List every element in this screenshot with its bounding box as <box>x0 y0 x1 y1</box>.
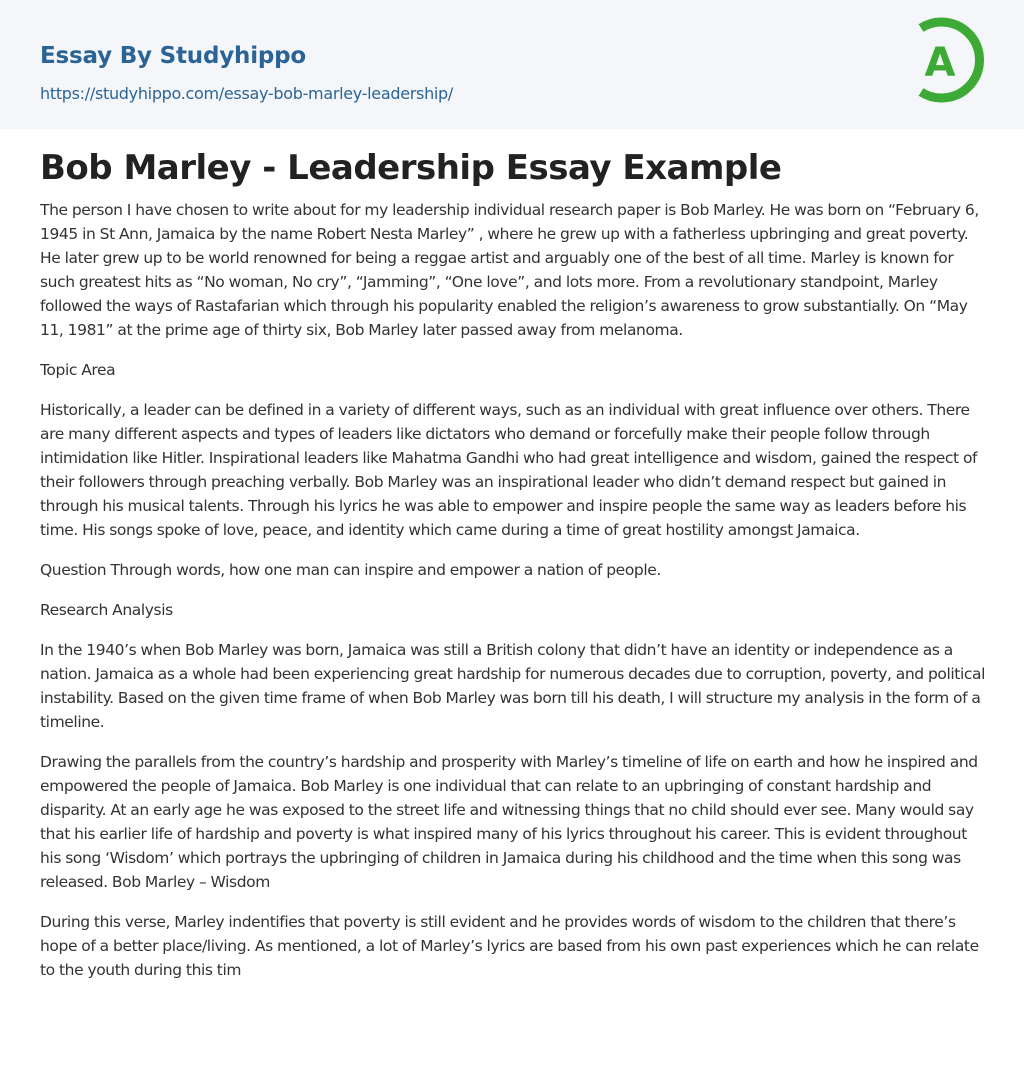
section-heading-research-analysis: Research Analysis <box>40 601 173 619</box>
circle-a-logo-icon[interactable] <box>909 16 989 108</box>
essay-paragraph-question: Question Through words, how one man can inspire and empower a nation of people. <box>40 561 661 579</box>
essay-content <box>40 145 986 998</box>
essay-paragraph-leadership: Historically, a leader can be defined in a variety of different ways, such as an individual with great influence over others. There are many different aspects and types of leaders like dictators who demand or forcefully make their people follow through intimidation like Hitler. Inspirational leaders like Mahatma Gandhi who had great intelligence and wisdom, gained the respect of their followers through preaching verbally. Bob Marley was an inspirational leader who didn’t demand respect but gained in through his musical talents. Through his lyrics he was able to empower and inspire people the same way as leaders before his time. His songs spoke of love, peace, and identity which came during a time of great hostility amongst Jamaica. <box>40 401 978 539</box>
section-heading-topic-area: Topic Area <box>40 361 116 379</box>
site-header <box>0 0 1024 129</box>
essay-url-link[interactable]: https://studyhippo.com/essay-bob-marley-leadership/ <box>40 84 453 103</box>
essay-paragraph-verse: During this verse, Marley indentifies that poverty is still evident and he provides words of wisdom to the children that there’s hope of a better place/living. As mentioned, a lot of Marley’s lyrics are based from his own past experiences which he can relate to the youth during this tim <box>40 913 979 979</box>
essay-paragraph-parallels: Drawing the parallels from the country’s hardship and prosperity with Marley’s timeline of life on earth and how he inspired and empowered the people of Jamaica. Bob Marley is one individual that can relate to an upbringing of constant hardship and disparity. At an early age he was exposed to the street life and witnessing things that no child should ever see. Many would say that his earlier life of hardship and poverty is what inspired many of his lyrics throughout his career. This is evident throughout his song ‘Wisdom’ which portrays the upbringing of children in Jamaica during his childhood and the time when this song was released. Bob Marley – Wisdom <box>40 753 978 891</box>
essay-paragraph-history: In the 1940’s when Bob Marley was born, Jamaica was still a British colony that didn’t have an identity or independence as a nation. Jamaica as a whole had been experiencing great hardship for numerous decades due to corruption, poverty, and political instability. Based on the given time frame of when Bob Marley was born till his death, I will structure my analysis in the form of a timeline. <box>40 641 986 731</box>
essay-title: Bob Marley - Leadership Essay Example <box>40 148 782 188</box>
logo-letter: A <box>924 40 956 86</box>
brand-title[interactable]: Essay By Studyhippo <box>40 43 307 69</box>
essay-paragraph-intro: The person I have chosen to write about for my leadership individual research paper is Bob Marley. He was born on “February 6, 1945 in St Ann, Jamaica by the name Robert Nesta Marley” , where he grew up with a fatherless upbringing and great poverty. He later grew up to be world renowned for being a reggae artist and arguably one of the best of all time. Marley is known for such greatest hits as “No woman, No cry”, “Jamming”, “One love”, and lots more. From a revolutionary standpoint, Marley followed the ways of Rastafarian which through his popularity enabled the religion’s awareness to grow substantially. On “May 11, 1981” at the prime age of thirty six, Bob Marley later passed away from melanoma. <box>40 201 979 339</box>
